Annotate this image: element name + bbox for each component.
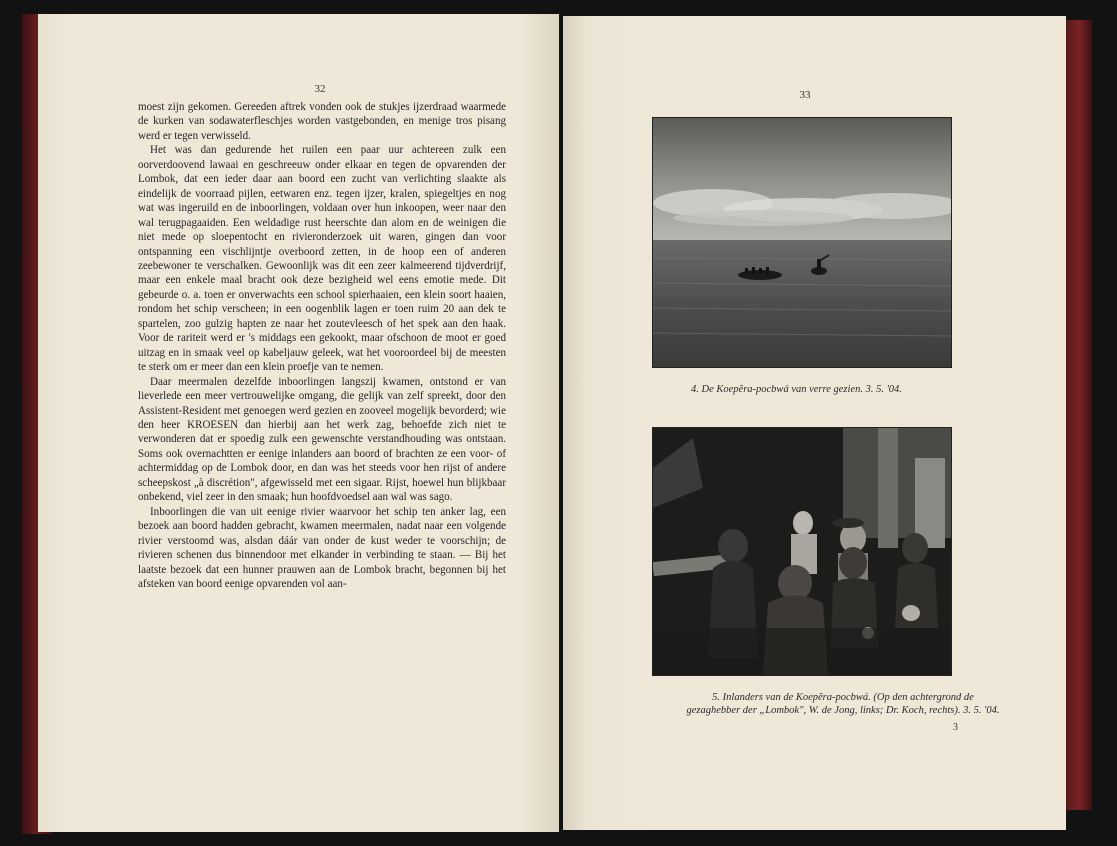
paragraph: Het was dan gedurende het ruilen een paar uur achtereen zulk een oorverdoovend lawaai en geschreeuw onder elkaar en tegen de opvarenden der Lombok, dat een ieder daar aan boord een zucht van verlichting slaakte als eindelijk de voorraad pijlen, eetwaren enz. tegen ijzer, kralen, spiegeltjes en nog wat was ingeruild en de inboorlingen, voldaan over hun inkoopen, weer naar den wal terugpagaaiden. Een weldadige rust heerschte dan alom en de weinigen die niet mede op sloepentocht en rivieronderzoek uit waren, gingen dan voor ontspanning een vischlijntje overboord zetten, in de hoop een of anderen zeebewoner te verschalken. Gewoonlijk was dit een zeer kalmeerend tijdverdrijf, maar een enkele maal bracht ook deze bezigheid wel eens emotie mede. Dit gebeurde o. a. toen er onverwachts een school spierhaaien, een klein soort haaien, rondom het schip verscheen; in een oogenblik lagen er toen ruim 20 aan dek te spartelen, zoo gulzig hapten ze naar het zoutevleesch of het spek aan den haak. Voor de rariteit werd er 's middags een gekookt, maar ofschoon de moot er goed uitzag en in smaak veel op kabeljauw geleek, wat het vooroordeel bij de meesten te sterk om er meer dan een klein proefje van te nemen. [138, 144, 506, 374]
page-body-text [138, 100, 506, 591]
photo-inlanders-on-deck [652, 427, 952, 676]
caption-line: 5. Inlanders van de Koepĕra-pocbwá. (Op den achtergrond de [712, 692, 974, 703]
paragraph: Daar meermalen dezelfde inboorlingen langszij kwamen, ontstond er van lieverlede een meer vertrouwelijke omgang, die gelijk van zelf spreekt, door den Assistent-Resident met genoegen werd gezien en zooveel mogelijk bevorderd; wie den heer KROESEN dan hierbij aan het werk zag, behoefde zich niet te verwonderen dat er spoedig zulk een gewenschte verstandhouding was ontstaan. Soms ook overnachtten er eenige inlanders aan boord of brachten ze een voor- of achtermiddag op de Lombok door, en dan was het steeds voor hen rijst of andere scheepskost „à discrétion", afgewisseld met een sigaar. Rijst, hoewel hun blijkbaar onbekend, viel zeer in den smaak; hun hoofdvoedsel aan wal was sago. [138, 375, 506, 504]
photo-sea-boats [652, 117, 952, 368]
figure-caption: 4. De Koepĕra-pocbwá van verre gezien. 3. 5. '04. [691, 384, 902, 395]
paragraph: Inboorlingen die van uit eenige rivier waarvoor het schip ten anker lag, een bezoek aan boord hadden gebracht, kwamen meermalen, nadat naar een volgende rivier verstoomd was, alsdan dáár van onder de kust weder te voorschijn; de rivieren schenen dus binnendoor met elkander in verbinding te staan. — Bij het laatste bezoek dat een hunner prauwen aan de Lombok bracht, begonnen bij het afsteken van boord eenige opvarenden vol aan- [138, 505, 506, 590]
right-page [563, 16, 1066, 830]
page-number: 32 [314, 83, 326, 95]
figure-caption [653, 691, 1033, 717]
page-number: 33 [799, 89, 811, 101]
left-page [38, 14, 559, 832]
caption-line: gezaghebber der „Lombok", W. de Jong, links; Dr. Koch, rechts). 3. 5. '04. [686, 705, 1000, 716]
paragraph: moest zijn gekomen. Gereeden aftrek vonden ook de stukjes ijzerdraad waarmede de kurken van sodawaterfleschjes worden vastgebonden, en menige tros pisang werd er tegen verwisseld. [138, 101, 506, 142]
signature-mark: 3 [953, 722, 958, 733]
